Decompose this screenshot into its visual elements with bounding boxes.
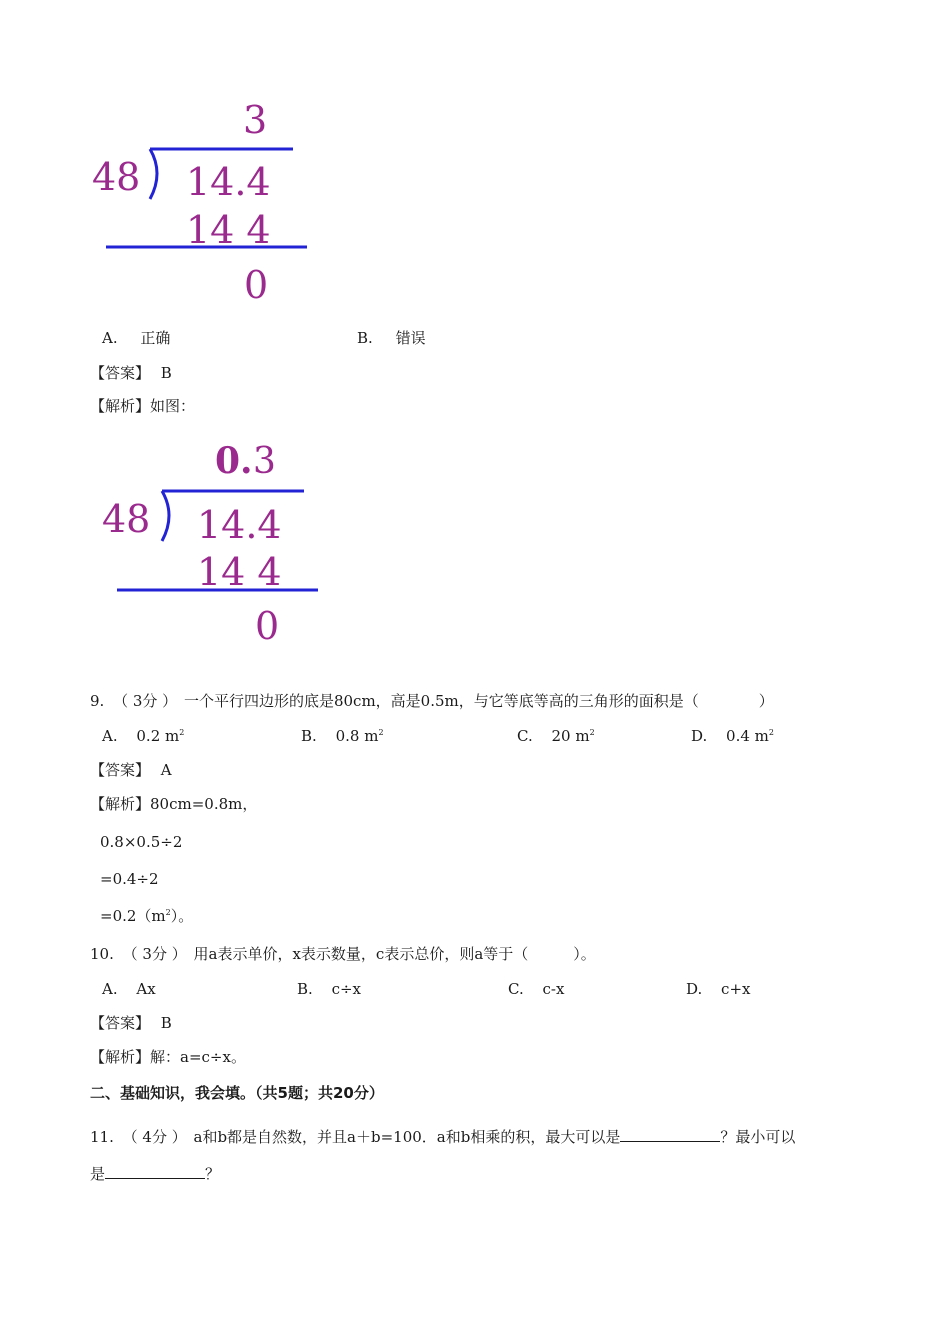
analysis-text: 如图： [150, 397, 196, 415]
option-letter: A. [102, 329, 118, 347]
analysis-step-sup: 2 [165, 908, 171, 917]
option-letter: A. [102, 980, 118, 998]
question-text: 一个平行四边形的底是80cm，高是0.5m，与它等底等高的三角形的面积是（ ） [183, 692, 774, 710]
question-score: （ 3分 ） [122, 945, 187, 963]
section-heading: 二、基础知识，我会填。（共5题；共20分） [90, 1084, 384, 1102]
q9-option-b [301, 727, 384, 745]
q9-option-a [102, 727, 184, 745]
question-number: 9. [90, 692, 105, 710]
answer-value: A [160, 761, 172, 779]
q10-option-a [102, 980, 156, 998]
answer-label: 【答案】 [90, 761, 151, 779]
remainder: 0 [244, 263, 269, 307]
option-sup: 2 [179, 728, 185, 737]
option-letter: B. [297, 980, 313, 998]
option-letter: A. [102, 727, 118, 745]
question-text: ？ [205, 1165, 221, 1183]
option-sup: 2 [768, 728, 774, 737]
option-letter: C. [517, 727, 533, 745]
answer-value: B [160, 1014, 172, 1032]
answer-label: 【答案】 [90, 1014, 151, 1032]
q9-stem [90, 692, 774, 710]
option-value: Ax [136, 980, 156, 998]
dividend: 14.4 [186, 160, 271, 204]
option-letter: D. [686, 980, 703, 998]
q9-option-c [517, 727, 595, 745]
quotient: 3 [243, 98, 268, 142]
q9-option-d [691, 727, 774, 745]
q10-answer [90, 1014, 172, 1032]
analysis-label: 【解析】 [90, 795, 151, 813]
analysis-line: 80cm=0.8m， [150, 795, 258, 813]
answer-blank-max[interactable] [620, 1127, 720, 1142]
q10-stem [90, 945, 596, 963]
question-text: 用a表示单价，x表示数量，c表示总价，则a等于（ ）。 [193, 945, 596, 963]
divisor: 48 [102, 497, 151, 541]
option-sup: 2 [589, 728, 595, 737]
quotient-digit: 3 [253, 441, 276, 482]
option-letter: B. [357, 329, 373, 347]
option-value: c+x [721, 980, 751, 998]
question-score: （ 3分 ） [113, 692, 178, 710]
analysis-label: 【解析】 [90, 397, 151, 415]
question-text: a和b都是自然数，并且a＋b=100．a和b相乘的积，最大可以是 [193, 1128, 621, 1146]
q8-option-a [102, 329, 170, 347]
option-value: 20 m [551, 727, 590, 745]
option-value: 0.2 m [136, 727, 180, 745]
answer-blank-min[interactable] [105, 1164, 205, 1179]
analysis-step-text: =0.2（m [100, 907, 166, 925]
question-number: 11. [90, 1128, 114, 1146]
division-figure-2 [100, 435, 330, 650]
option-value: 0.8 m [335, 727, 379, 745]
q10-option-d [686, 980, 750, 998]
q8-answer [90, 364, 172, 382]
division-figure-1 [90, 95, 320, 310]
option-value: c-x [542, 980, 565, 998]
divisor: 48 [92, 155, 141, 199]
question-number: 10. [90, 945, 114, 963]
q9-analysis-step-2: 0.8×0.5÷2 [100, 833, 183, 851]
option-letter: B. [301, 727, 317, 745]
answer-value: B [160, 364, 172, 382]
question-text: ？最小可以 [720, 1128, 796, 1146]
q8-analysis [90, 397, 195, 415]
q8-option-b [357, 329, 426, 347]
option-value: 0.4 m [726, 727, 769, 745]
option-text: 错误 [395, 329, 426, 347]
q9-analysis-step-3: =0.4÷2 [100, 870, 159, 888]
option-text: 正确 [140, 329, 171, 347]
dividend: 14.4 [197, 503, 282, 547]
product: 14 4 [186, 208, 271, 252]
option-letter: D. [691, 727, 708, 745]
option-sup: 2 [378, 728, 384, 737]
question-score: （ 4分 ） [122, 1128, 187, 1146]
q9-analysis [90, 795, 257, 813]
q11-stem-continued [90, 1164, 220, 1183]
question-text: 是 [90, 1165, 106, 1183]
answer-label: 【答案】 [90, 364, 151, 382]
quotient-zero: 0. [215, 440, 253, 482]
q11-stem [90, 1127, 795, 1146]
q10-analysis [90, 1048, 246, 1066]
analysis-step-end: ）。 [170, 907, 194, 925]
q10-option-b [297, 980, 361, 998]
q9-answer [90, 761, 172, 779]
product: 14 4 [197, 550, 282, 594]
analysis-text: 解：a=c÷x。 [150, 1048, 246, 1066]
option-value: c÷x [331, 980, 362, 998]
analysis-label: 【解析】 [90, 1048, 151, 1066]
q10-option-c [508, 980, 564, 998]
q9-analysis-step-4 [100, 907, 193, 925]
remainder: 0 [255, 604, 280, 648]
option-letter: C. [508, 980, 524, 998]
